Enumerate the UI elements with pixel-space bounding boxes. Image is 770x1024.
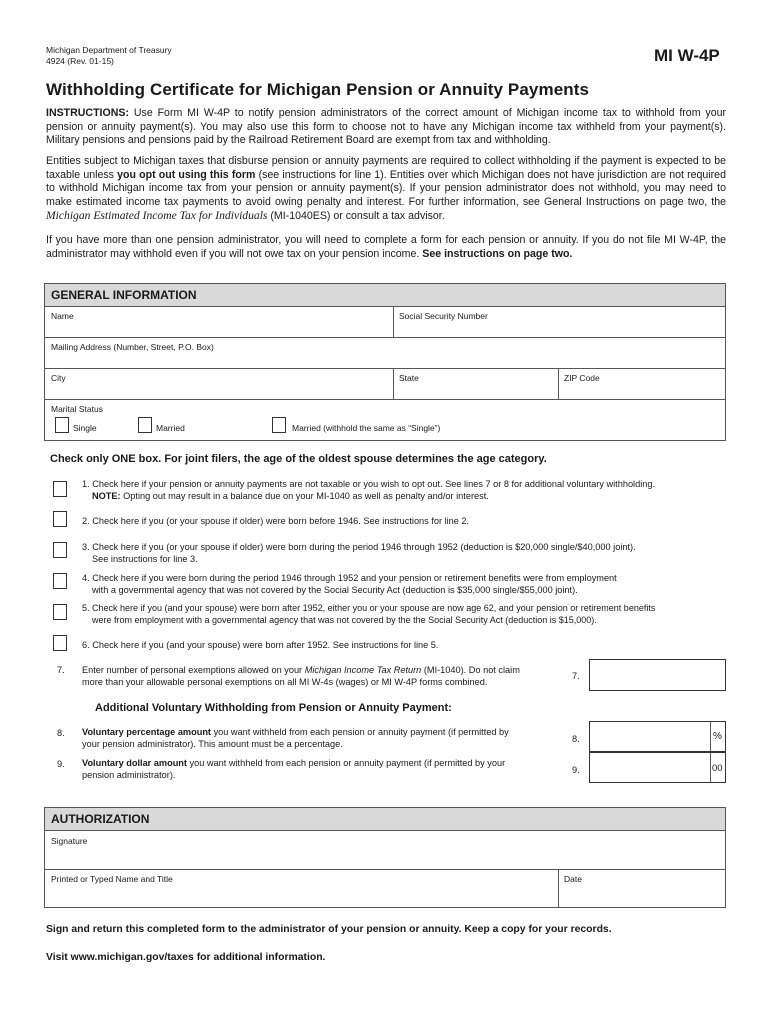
line-8-text: Voluntary percentage amount you want withheld from each pension or annuity payment (if permitted by your pension administrator). This amount must be a percentage. — [82, 727, 509, 749]
line-7-exemptions-input[interactable] — [589, 659, 726, 691]
line-7-number: 7. — [57, 665, 65, 675]
form-id: MI W-4P — [654, 46, 720, 65]
state-label: State — [399, 373, 419, 383]
percent-suffix: % — [713, 731, 722, 742]
line-9-text: Voluntary dollar amount you want withheld from each pension or annuity payment (if permitted by your pension administrator). — [82, 758, 506, 780]
line-9-number: 9. — [57, 759, 65, 769]
line-5-checkbox[interactable] — [53, 604, 67, 620]
instructions-paragraph-2: Entities subject to Michigan taxes that disburse pension or annuity payments are required to collect withholding if the payment is expected to be taxable unless you opt out using this form (see instructions for line 1). Entities over which Michigan does not have jurisdiction are not required to withhold Michigan income tax from your pension or annuity payment(s). If your pension administrator does not withhold, you may need to make estimated income tax payments to avoid owing penalty and interest. For further information, see General Instructions on page two, the Michigan Estimated Income Tax for Individuals (MI-1040ES) or consult a tax advisor. — [46, 155, 726, 223]
website-note: Visit www.michigan.gov/taxes for additional information. — [46, 952, 326, 963]
line-2-checkbox[interactable] — [53, 511, 67, 527]
ssn-label: Social Security Number — [399, 311, 488, 321]
marital-married-label: Married — [156, 423, 185, 433]
line-8-box-label: 8. — [572, 734, 580, 744]
line-6-checkbox[interactable] — [53, 635, 67, 651]
marital-single-label: Single — [73, 423, 97, 433]
cents-suffix: 00 — [712, 763, 723, 774]
zip-field[interactable] — [560, 382, 724, 398]
line-9-dollar-input[interactable] — [589, 752, 726, 783]
general-information-heading: GENERAL INFORMATION — [45, 284, 725, 307]
authorization-section — [44, 807, 726, 908]
line-3-checkbox[interactable] — [53, 542, 67, 558]
line-8-percentage-input[interactable] — [589, 721, 726, 752]
line-4-text: 4. Check here if you were born during the period 1946 through 1952 and your pension or retirement benefits were from employment with a governmental agency that was not covered by the Social Security Act (deduction is $35,000 single/$55,000 joint). — [82, 573, 617, 595]
line-6-text: 6. Check here if you (and your spouse) were born after 1952. See instructions for line 5. — [82, 640, 439, 650]
general-information-section — [44, 283, 726, 441]
line-4-checkbox[interactable] — [53, 573, 67, 589]
department-name: Michigan Department of Treasury — [46, 45, 172, 55]
line-1-checkbox[interactable] — [53, 481, 67, 497]
marital-married-checkbox[interactable] — [138, 417, 152, 433]
instructions-paragraph-3: If you have more than one pension administrator, you will need to complete a form for each pension or annuity. If you do not file MI W-4P, the administrator may withhold even if you will not owe tax on your pension income. See instructions on page two. — [46, 234, 726, 260]
signature-field[interactable] — [46, 846, 724, 868]
date-field[interactable] — [560, 884, 724, 906]
name-field[interactable] — [46, 320, 391, 336]
ssn-field[interactable] — [395, 320, 723, 336]
printed-name-field[interactable] — [46, 884, 556, 906]
city-field[interactable] — [46, 382, 391, 398]
line-2-text: 2. Check here if you (or your spouse if older) were born before 1946. See instructions for line 2. — [82, 516, 470, 526]
page-title: Withholding Certificate for Michigan Pension or Annuity Payments — [46, 80, 590, 99]
signature-label: Signature — [51, 836, 88, 846]
line-9-box-label: 9. — [572, 765, 580, 775]
marital-married-single-rate-label: Married (withhold the same as “Single”) — [292, 423, 441, 433]
city-label: City — [51, 373, 66, 383]
state-field[interactable] — [395, 382, 555, 398]
marital-single-checkbox[interactable] — [55, 417, 69, 433]
check-one-instruction: Check only ONE box. For joint filers, the age of the oldest spouse determines the age category. — [50, 453, 547, 465]
line-5-text: 5. Check here if you (and your spouse) were born after 1952, either you or your spouse are now age 62, and your pension or retirement benefits were from employment with a governmental agency that was not covered by the the Social Security Act (deduction is $15,000). — [82, 603, 656, 625]
printed-name-label: Printed or Typed Name and Title — [51, 874, 173, 884]
sign-and-return-note: Sign and return this completed form to the administrator of your pension or annuity. Keep a copy for your records. — [46, 924, 612, 935]
marital-status-label: Marital Status — [51, 404, 103, 414]
line-8-number: 8. — [57, 728, 65, 738]
line-3-text: 3. Check here if you (or your spouse if older) were born during the period 1946 through 1952 (deduction is $20,000 single/$40,000 joint). See instructions for line 3. — [82, 542, 636, 564]
name-label: Name — [51, 311, 74, 321]
line-1-text: 1. Check here if your pension or annuity payments are not taxable or you wish to opt out. See lines 7 or 8 for additional voluntary withholding. NOTE: Opting out may result in a balance due on your MI-1040 as well as penalty and/or interest. — [82, 479, 656, 501]
zip-label: ZIP Code — [564, 373, 600, 383]
line-7-box-label: 7. — [572, 671, 580, 681]
marital-married-single-rate-checkbox[interactable] — [272, 417, 286, 433]
instructions-paragraph-1: INSTRUCTIONS: Use Form MI W-4P to notify pension administrators of the correct amount of Michigan income tax to withhold from your pension or annuity payment(s). You may also use this form to choose not to have any Michigan income tax withheld from your payment(s). Military pensions and pensions paid by the Railroad Retirement Board are exempt from tax and withholding. — [46, 107, 727, 147]
date-label: Date — [564, 874, 582, 884]
form-number: 4924 (Rev. 01-15) — [46, 56, 114, 66]
mailing-address-label: Mailing Address (Number, Street, P.O. Box) — [51, 342, 214, 352]
instructions-label: INSTRUCTIONS: — [46, 107, 129, 119]
mailing-address-field[interactable] — [46, 351, 724, 367]
line-7-text: Enter number of personal exemptions allowed on your Michigan Income Tax Return (MI-1040). Do not claim more than your allowable personal exemptions on all MI W-4s (wages) or MI W-4P forms combined. — [82, 665, 520, 687]
additional-withholding-heading: Additional Voluntary Withholding from Pension or Annuity Payment: — [95, 702, 452, 714]
authorization-heading: AUTHORIZATION — [45, 808, 725, 831]
